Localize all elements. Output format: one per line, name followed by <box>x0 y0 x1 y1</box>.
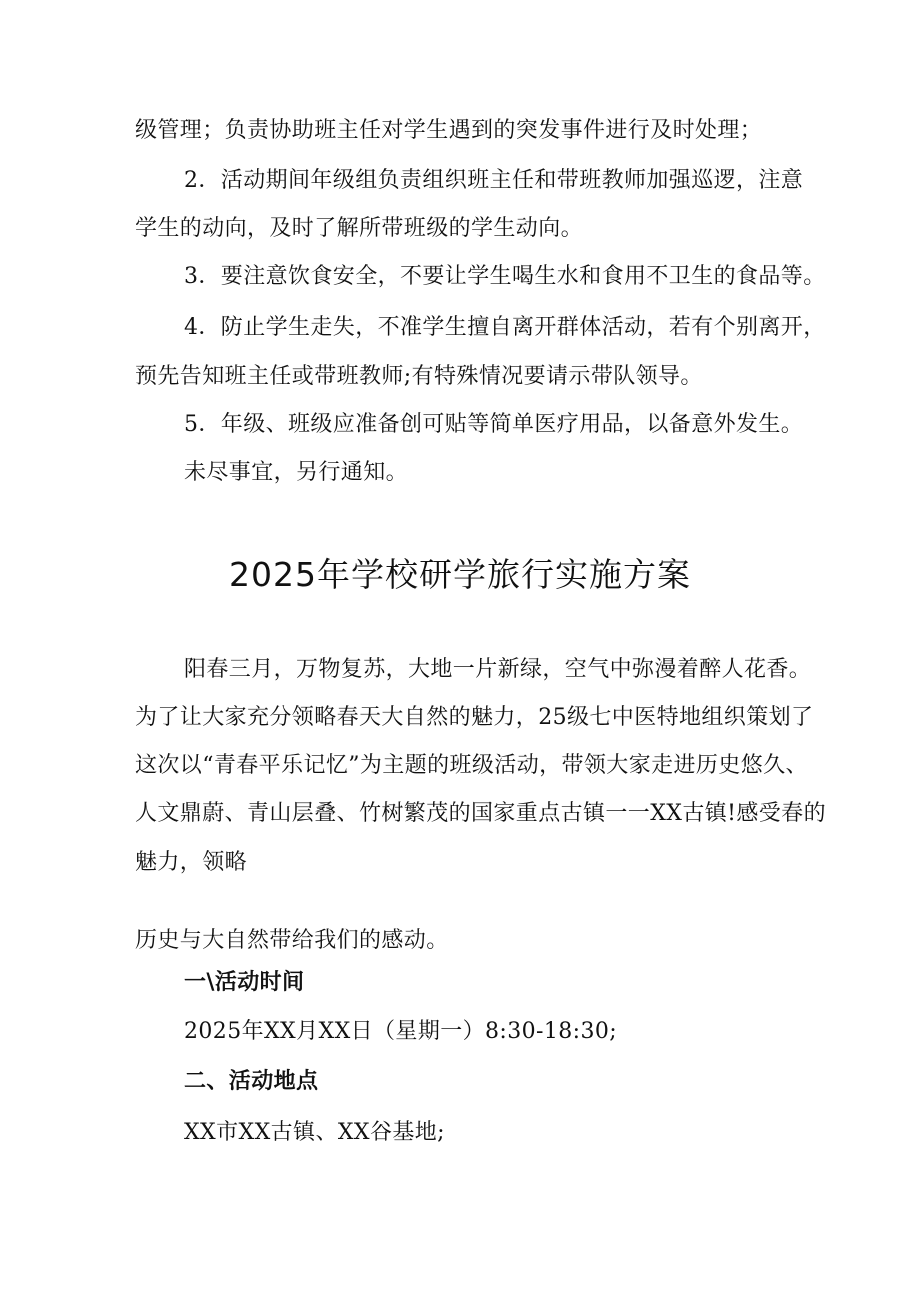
intro-continuation: 历史与大自然带给我们的感动。 <box>135 928 449 953</box>
closing-note: 未尽事宜，另行通知。 <box>184 460 409 485</box>
list-item-5 <box>184 410 803 440</box>
list-item-4-continuation: 预先告知班主任或带班教师;有特殊情况要请示带队领导。 <box>135 364 703 389</box>
list-item-number: 3 <box>184 264 199 289</box>
list-item-number: 4 <box>184 315 199 340</box>
section-content-time: 2025年XX月XX日（星期一）8:30-18:30; <box>184 1019 618 1044</box>
list-item-text: ．活动期间年级组负责组织班主任和带班教师加强巡逻，注意 <box>198 168 804 193</box>
list-continuation: 级管理；负责协助班主任对学生遇到的突发事件进行及时处理； <box>135 118 763 143</box>
intro-line-5: 魅力，领略 <box>135 850 248 875</box>
section-heading-location: 二、活动地点 <box>184 1069 319 1094</box>
section-heading-time: 一\活动时间 <box>184 970 305 995</box>
list-item-3 <box>184 262 826 292</box>
list-item-2 <box>184 166 803 196</box>
list-item-text: ．防止学生走失，不准学生擅自离开群体活动，若有个别离开， <box>198 315 826 340</box>
intro-line-4: 人文鼎蔚、青山层叠、竹树繁茂的国家重点古镇一一XX古镇!感受春的 <box>135 801 826 826</box>
list-item-2-continuation: 学生的动向，及时了解所带班级的学生动向。 <box>135 216 584 241</box>
intro-line-2: 为了让大家充分领略春天大自然的魅力，25级七中医特地组织策划了 <box>135 705 814 730</box>
document-title: 2025年学校研学旅行实施方案 <box>229 555 691 594</box>
list-item-text: ．年级、班级应准备创可贴等简单医疗用品，以备意外发生。 <box>198 412 804 437</box>
list-item-text: ．要注意饮食安全，不要让学生喝生水和食用不卫生的食品等。 <box>198 264 826 289</box>
intro-line-3: 这次以“青春平乐记忆”为主题的班级活动，带领大家走进历史悠久、 <box>135 753 808 778</box>
list-item-number: 2 <box>184 168 199 193</box>
intro-line-1: 阳春三月，万物复苏，大地一片新绿，空气中弥漫着醉人花香。 <box>184 657 812 682</box>
list-item-number: 5 <box>184 412 199 437</box>
list-item-4 <box>184 313 826 343</box>
section-content-location: XX市XX古镇、XX谷基地; <box>184 1120 445 1145</box>
